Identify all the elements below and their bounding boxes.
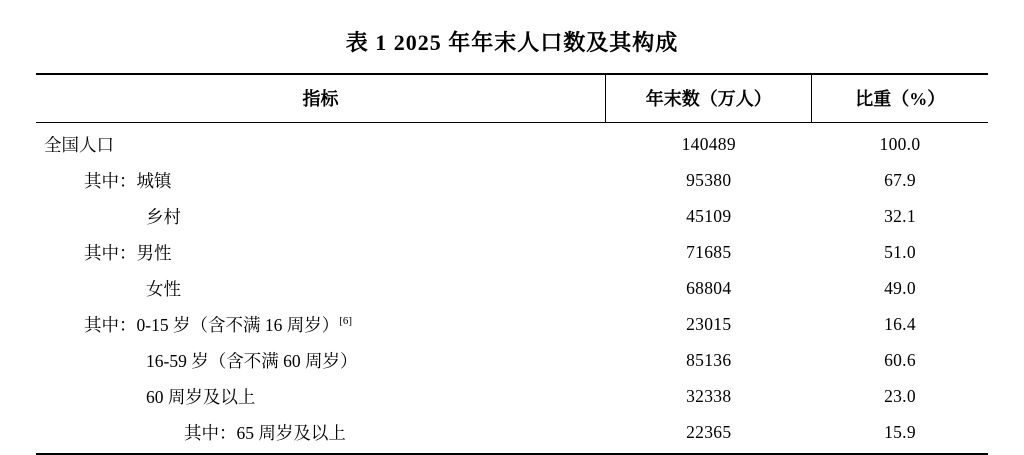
row-label: 全国人口 — [44, 135, 114, 155]
row-value-cell: 45109 — [686, 206, 732, 226]
table-row — [36, 199, 988, 235]
column-header-indicator: 指标 — [36, 74, 606, 123]
row-value-cell: 32338 — [686, 386, 732, 406]
footnote-marker: [6] — [339, 315, 353, 328]
row-label-cell — [36, 235, 606, 271]
row-percent-cell: 15.9 — [812, 415, 988, 455]
row-value-cell: 68804 — [686, 278, 732, 298]
table-row — [36, 123, 988, 163]
row-percent-cell: 32.1 — [884, 206, 916, 226]
row-percent-cell: 49.0 — [884, 278, 916, 298]
column-header-proportion: 比重（%） — [812, 74, 988, 123]
row-value-cell: 71685 — [686, 242, 732, 262]
row-percent-cell: 67.9 — [884, 170, 916, 190]
row-percent-cell: 16.4 — [884, 314, 916, 334]
row-label: 60 周岁及以上 — [146, 387, 256, 407]
population-table — [36, 73, 988, 455]
row-label: 其中：65 周岁及以上 — [184, 423, 346, 443]
page-title: 表 1 2025 年年末人口数及其构成 — [345, 30, 679, 55]
row-value-cell: 140489 — [681, 134, 736, 154]
row-value-cell: 23015 — [686, 314, 732, 334]
table-row — [36, 343, 988, 379]
row-label-cell — [36, 415, 606, 455]
row-percent-cell: 23.0 — [884, 386, 916, 406]
row-label-cell — [36, 379, 606, 415]
row-label: 乡村 — [146, 207, 181, 227]
table-row — [36, 235, 988, 271]
table-row — [36, 271, 988, 307]
table-row — [36, 163, 988, 199]
row-percent-cell: 51.0 — [884, 242, 916, 262]
row-label: 其中：0-15 岁（含不满 16 周岁）[6] — [84, 315, 353, 335]
row-label: 女性 — [146, 279, 181, 299]
row-label-cell — [36, 163, 606, 199]
table-body — [36, 123, 988, 455]
table-row — [36, 307, 988, 343]
row-label: 其中：城镇 — [84, 171, 172, 191]
row-percent-cell: 60.6 — [884, 350, 916, 370]
table-container — [36, 73, 988, 455]
row-label-cell — [36, 123, 606, 163]
row-label: 16-59 岁（含不满 60 周岁） — [146, 351, 358, 371]
row-percent-cell: 100.0 — [879, 134, 921, 154]
column-header-year-end-number: 年末数（万人） — [606, 74, 812, 123]
row-label-cell — [36, 271, 606, 307]
row-value-cell: 95380 — [686, 170, 732, 190]
row-value-cell: 22365 — [606, 415, 812, 455]
table-header-row — [36, 74, 988, 123]
row-label-cell — [36, 199, 606, 235]
table-header — [36, 74, 988, 123]
row-value-cell: 85136 — [686, 350, 732, 370]
row-label-cell — [36, 343, 606, 379]
table-row — [36, 415, 988, 455]
table-row — [36, 379, 988, 415]
row-label-cell — [36, 307, 606, 343]
row-label: 其中：男性 — [84, 243, 172, 263]
